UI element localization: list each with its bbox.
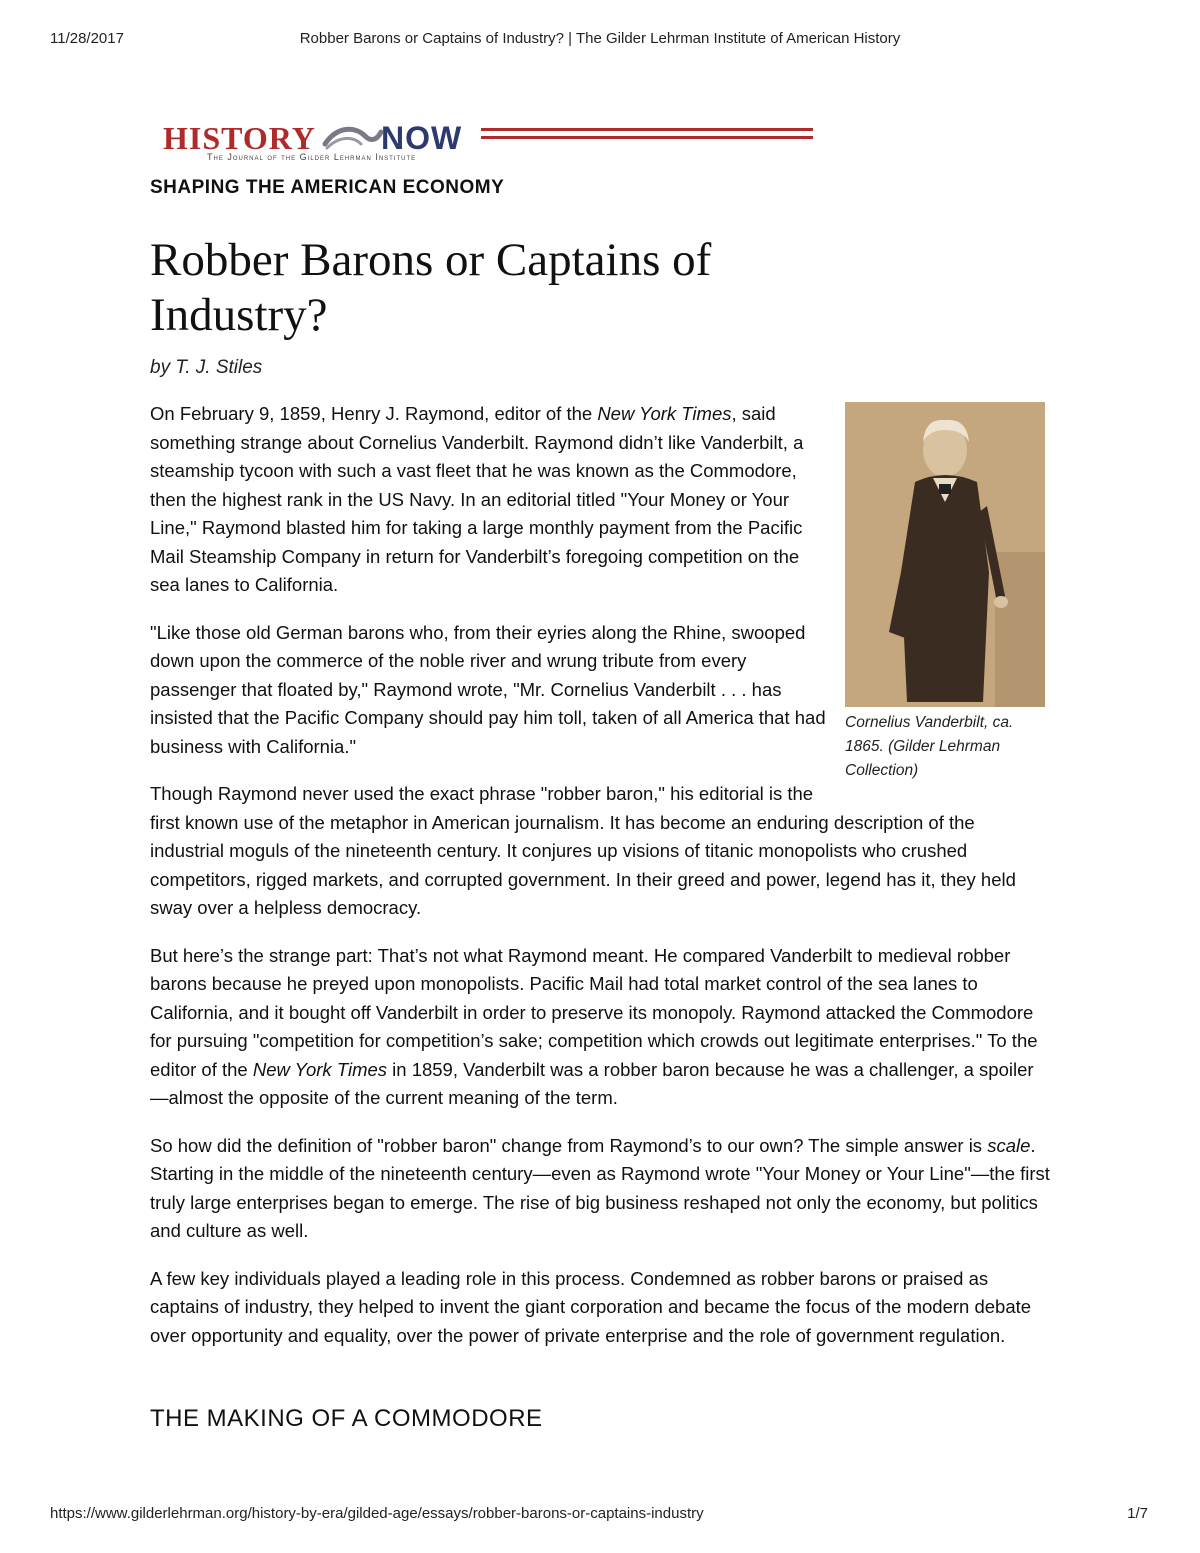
section-kicker[interactable]: SHAPING THE AMERICAN ECONOMY	[150, 177, 505, 198]
paragraph-5-text-b: . Starting in the middle of the nineteenth century—even as Raymond wrote "Your Money or Your Line"—the first truly large enterprises began to emerge. The rise of big business reshaped not only the economy, but politics and culture as well.	[150, 1134, 1050, 1241]
page-number: 1/7	[1127, 1505, 1148, 1522]
print-date: 11/28/2017	[50, 30, 124, 47]
vanderbilt-figure	[845, 402, 1050, 783]
logo-swoosh-icon	[321, 124, 383, 152]
paragraph-5-emphasis: scale	[987, 1134, 1031, 1156]
paragraph-3: Though Raymond never used the exact phrase "robber baron," his editorial is the first known use of the metaphor in American journalism. It has become an enduring description of the industrial moguls of the nineteenth century. It conjures up visions of titanic monopolists who crushed competitors, rigged markets, and corrupted government. In their greed and power, legend has it, they held sway over a helpless democracy.	[150, 783, 1016, 918]
paragraph-1-text-b: , said something strange about Cornelius Vanderbilt. Raymond didn’t like Vanderbilt, a steamship tycoon with such a vast fleet that he was known as the Commodore, then the highest rank in the US Navy. In an editorial titled "Your Money or Your Line," Raymond blasted him for taking a large monthly payment from the Pacific Mail Steamship Company in return for Vanderbilt’s foregoing competition on the sea lanes to California.	[150, 403, 804, 595]
article-body	[150, 400, 1050, 1369]
print-page-title: Robber Barons or Captains of Industry? | The Gilder Lehrman Institute of American History	[299, 30, 901, 47]
logo-subtitle: The Journal of the Gilder Lehrman Institute	[207, 152, 417, 162]
vanderbilt-portrait-image[interactable]	[845, 402, 1045, 707]
section-heading: THE MAKING OF A COMMODORE	[150, 1405, 543, 1432]
paragraph-4	[150, 942, 1050, 1113]
portrait-illustration	[845, 402, 1045, 707]
print-url: https://www.gilderlehrman.org/history-by-era/gilded-age/essays/robber-barons-or-captains-industry	[50, 1505, 704, 1522]
paragraph-5-text-a: So how did the definition of "robber baron" change from Raymond’s to our own? The simple answer is	[150, 1134, 988, 1156]
paragraph-1-newspaper-title: New York Times	[597, 403, 732, 424]
paragraph-4-newspaper-title: New York Times	[252, 1058, 388, 1080]
logo-history-text: HISTORY	[163, 120, 316, 156]
logo-rules	[481, 128, 813, 144]
paragraph-4-text-a: But here’s the strange part: That’s not what Raymond meant. He compared Vanderbilt to medieval robber barons because he preyed upon monopolists. Pacific Mail had total market control of the sea lanes to California, and it bought off Vanderbilt in order to preserve its monopoly. Raymond attacked the Commodore for pursuing "competition for competition’s sake; competition which crowds out legitimate enterprises." To the editor of the	[150, 944, 1038, 1080]
paragraph-5	[150, 1132, 1050, 1246]
paragraph-6: A few key individuals played a leading role in this process. Condemned as robber barons or praised as captains of industry, they helped to invent the giant corporation and became the focus of the modern debate over opportunity and equality, over the power of private enterprise and the role of government regulation.	[150, 1267, 1032, 1346]
history-now-logo[interactable]	[163, 120, 813, 165]
paragraph-1-text-a: On February 9, 1859, Henry J. Raymond, editor of the	[150, 403, 598, 424]
logo-now-text: NOW	[381, 120, 463, 156]
paragraph-2: "Like those old German barons who, from their eyries along the Rhine, swooped down upon the commerce of the noble river and wrung tribute from every passenger that floated by," Raymond wrote, "Mr. Cornelius Vanderbilt . . . has insisted that the Pacific Company should pay him toll, taken of all America that had business with California."	[150, 621, 826, 757]
article-byline: by T. J. Stiles	[150, 357, 263, 378]
figure-caption: Cornelius Vanderbilt, ca. 1865. (Gilder Lehrman Collection)	[845, 714, 1014, 779]
article-headline: Robber Barons or Captains of Industry?	[150, 234, 712, 341]
paragraph-4-text-b: in 1859, Vanderbilt was a robber baron because he was a challenger, a spoiler—almost the opposite of the current meaning of the term.	[150, 1058, 1034, 1108]
